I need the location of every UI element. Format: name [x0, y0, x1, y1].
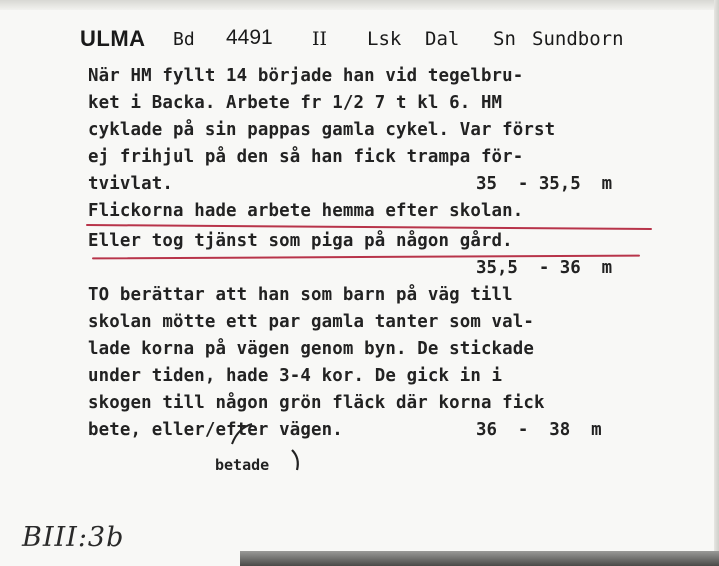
- correction-stroke: [232, 424, 252, 444]
- text-line: När HM fyllt 14 började han vid tegelbru-: [88, 66, 524, 86]
- text-line-underlined: Eller tog tjänst som piga på någon gård.: [88, 231, 513, 251]
- correction-bracket: [292, 450, 298, 470]
- archive-name: ULMA: [80, 26, 146, 51]
- text-line: ej frihjul på den så han fick trampa för-: [88, 147, 524, 167]
- text-line: TO berättar att han som barn på väg till: [88, 285, 513, 305]
- text-line-underlined: Flickorna hade arbete hemma efter skolan.: [88, 201, 524, 221]
- province-value: Dal: [425, 28, 460, 50]
- parish-value: Sundborn: [532, 28, 624, 50]
- text-line: under tiden, hade 3-4 kor. De gick in i: [88, 366, 503, 386]
- measure-range: 35,5 - 36 m: [476, 258, 613, 278]
- handwritten-note: betade: [215, 456, 270, 474]
- scan-bottom-strip: [240, 551, 719, 566]
- text-line: ket i Backa. Arbete fr 1/2 7 t kl 6. HM: [88, 93, 503, 113]
- text-line: lade korna på vägen genom byn. De stickade: [88, 339, 535, 359]
- province-label: Lsk: [367, 28, 402, 50]
- parish-label: Sn: [493, 28, 516, 50]
- text-line: skogen till någon grön fläck där korna fick: [88, 393, 545, 413]
- section-number: II: [312, 28, 328, 50]
- measure-range: 35 - 35,5 m: [476, 174, 613, 194]
- text-line: tvivlat.: [88, 174, 173, 194]
- volume-label: Bd: [173, 29, 195, 50]
- volume-number: 4491: [226, 26, 273, 49]
- text-line: cyklade på sin pappas gamla cykel. Var först: [88, 120, 556, 140]
- catalog-signature: BIII:3b: [22, 522, 125, 553]
- text-line: bete, eller/efter vägen.: [88, 420, 343, 440]
- text-line: skolan mötte ett par gamla tanter som val-: [88, 312, 535, 332]
- measure-range: 36 - 38 m: [476, 420, 602, 440]
